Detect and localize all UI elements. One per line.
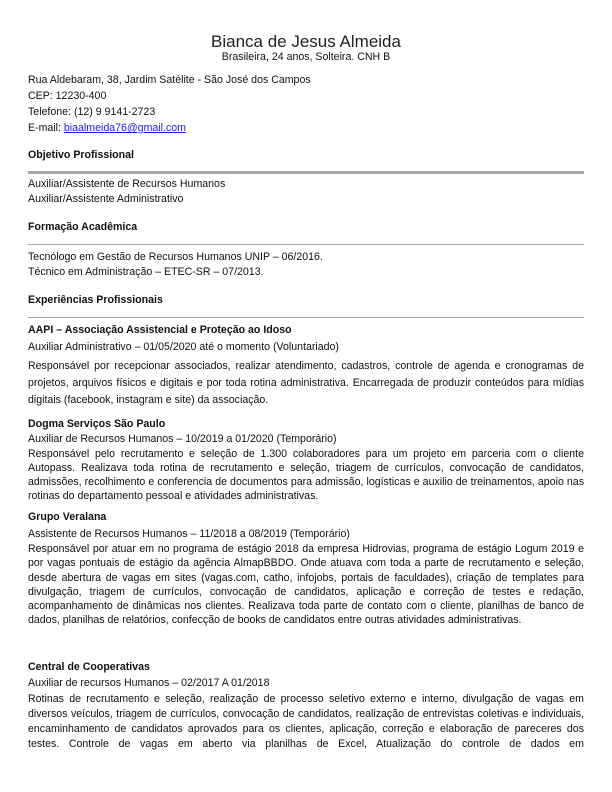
- candidate-name: Bianca de Jesus Almeida: [211, 32, 401, 51]
- address: Rua Aldebaram, 38, Jardim Satélite - São José dos Campos: [28, 74, 311, 86]
- job-description: Responsável por atuar em no programa de estágio 2018 da empresa Hidrovias, programa de estágio Logum 2019 e por vagas pontuais de estágio da agência AlmapBBDO. Onde atuava com toda a parte de recrutamento e seleção, desde abertura de vagas em sites (vagas.com, catho, infojobs, portais de faculdades), criação de templates para divulgação, triagem de currículos, convocação de candidatos, aplicação e correção de testes e redação, acompanhamento de dinâmicas nos clientes. Realizava toda parte de contato com o cliente, planilhas de banco de dados, planilhas de relatórios, confecção de books de candidatos entre outras atividades administrativas.: [28, 543, 584, 627]
- candidate-subtitle: Brasileira, 24 anos, Solteira. CNH B: [221, 51, 391, 63]
- email-label: E-mail:: [28, 122, 64, 134]
- job-company: Grupo Veralana: [28, 511, 107, 523]
- phone: Telefone: (12) 9 9141-2723: [28, 106, 156, 118]
- job-company: Central de Cooperativas: [28, 661, 150, 673]
- objetivo-item: Auxiliar/Assistente Administrativo: [28, 193, 184, 205]
- section-divider: [28, 244, 584, 245]
- job-role: Auxiliar de Recursos Humanos – 10/2019 a 01/2020 (Temporário): [28, 433, 337, 445]
- section-title-objetivo: Objetivo Profissional: [28, 149, 134, 161]
- email-line: [28, 120, 584, 136]
- section-divider: [28, 317, 584, 318]
- job-description: Responsável por recepcionar associados, realizar atendimento, cadastros, controle de agenda e cronogramas de projetos, arquivos físicos e digitais e por toda rotina administrativa. Encarregada de produzir conteúdos para mídias digitais (facebook, instagram e site) da associação.: [28, 360, 584, 406]
- section-title-experiencias: Experiências Profissionais: [28, 294, 163, 306]
- objetivo-list: [28, 177, 584, 207]
- job-role: Auxiliar de recursos Humanos – 02/2017 A 01/2018: [28, 677, 270, 689]
- job-company: AAPI – Associação Assistencial e Proteção ao Idoso: [28, 324, 292, 336]
- formacao-item: Técnico em Administração – ETEC-SR – 07/2013.: [28, 265, 264, 278]
- job-role: Auxiliar Administrativo – 01/05/2020 até o momento (Voluntariado): [28, 341, 339, 353]
- job-description: Responsável pelo recrutamento e seleção de 1.300 colaboradores para um projeto em parceria com o cliente Autopass. Realizava toda rotina de recrutamento e seleção, triagem de currículos, convocação de candidatos, admissões, recolhimento e conferencia de documentos para admissão, logísticas e auxilio de treinamentos, apoio nas rotinas do departamento pessoal e atividades administrativas.: [28, 448, 584, 502]
- section-title-formacao: Formação Acadêmica: [28, 221, 138, 233]
- job-role: Assistente de Recursos Humanos – 11/2018 a 08/2019 (Temporário): [28, 528, 350, 540]
- objetivo-item: Auxiliar/Assistente de Recursos Humanos: [28, 178, 226, 190]
- contact-block: [28, 72, 584, 136]
- email-link[interactable]: biaalmeida76@gmail.com: [63, 122, 186, 134]
- job-description: Rotinas de recrutamento e seleção, realização de processo seletivo externo e interno, divulgação de vagas em diversos veículos, triagem de currículos, convocação de candidatos, realização de entrevistas coletivas e individuais, encaminhamento de candidatos aprovados para os clientes, aplicação, correção e elaboração de pareceres dos testes. Controle de vagas em aberto via planilhas de Excel, Atualização do controle de dados em: [28, 693, 584, 750]
- job-company: Dogma Serviços São Paulo: [28, 418, 166, 430]
- formacao-item: Tecnólogo em Gestão de Recursos Humanos UNIP – 06/2016.: [28, 251, 323, 263]
- section-divider: [28, 171, 584, 174]
- cep: CEP: 12230-400: [28, 90, 107, 102]
- formacao-list: [28, 250, 584, 279]
